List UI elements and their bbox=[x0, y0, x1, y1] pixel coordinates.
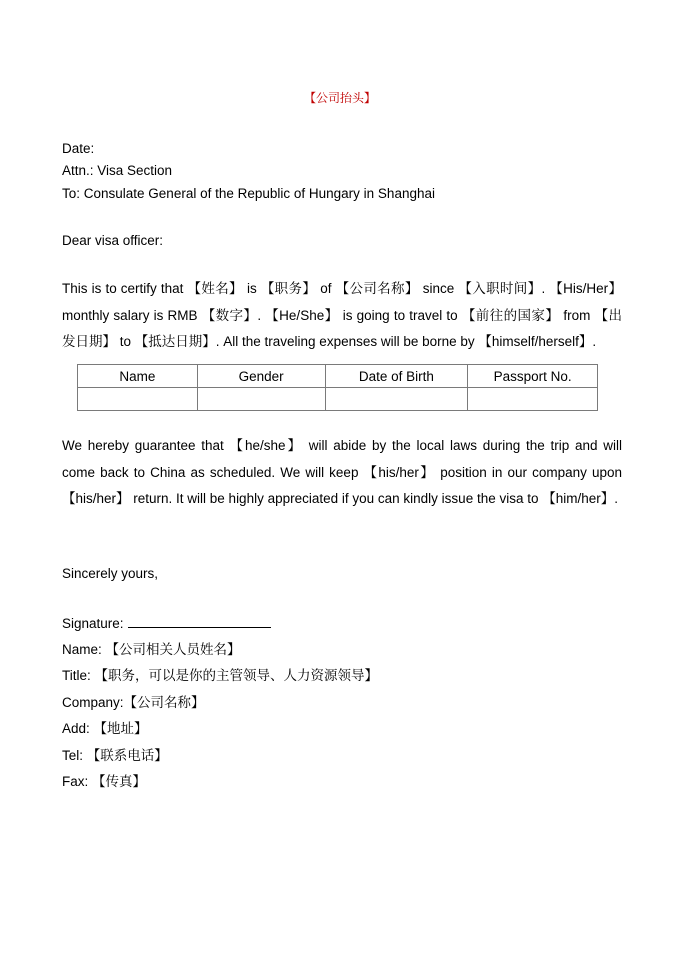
table-cell bbox=[325, 388, 468, 411]
guarantee-line-1: We hereby guarantee that 【he/she】 will abide by the local laws during the trip and will bbox=[62, 438, 622, 453]
to-line: To: Consulate General of the Republic of Hungary in Shanghai bbox=[62, 186, 435, 201]
table-cell bbox=[468, 388, 598, 411]
table-header-cell: Gender bbox=[197, 365, 325, 388]
signer-name: Name: 【公司相关人员姓名】 bbox=[62, 642, 241, 657]
table-header-row bbox=[78, 365, 598, 388]
signature-line bbox=[62, 613, 271, 631]
guarantee-line-3: 【his/her】 return. It will be highly appreciated if you can kindly issue the visa to 【him/her】. bbox=[62, 491, 618, 506]
signer-title: Title: 【职务，可以是你的主管领导、人力资源领导】 bbox=[62, 668, 379, 683]
attn-line: Attn.: Visa Section bbox=[62, 163, 173, 178]
guarantee-line-2: come back to China as scheduled. We will keep 【his/her】 position in our company upon bbox=[62, 464, 622, 480]
signature-blank bbox=[128, 613, 271, 628]
table-header-cell: Date of Birth bbox=[325, 365, 468, 388]
guarantee-paragraph bbox=[62, 433, 622, 513]
signer-tel: Tel: 【联系电话】 bbox=[62, 748, 168, 763]
table-header-cell: Name bbox=[78, 365, 198, 388]
signer-address: Add: 【地址】 bbox=[62, 721, 148, 736]
certify-line-2: monthly salary is RMB 【数字】. 【He/She】 is going to travel to 【前往的国家】 from 【出 bbox=[62, 307, 622, 323]
table-cell bbox=[197, 388, 325, 411]
table-header-cell: Passport No. bbox=[468, 365, 598, 388]
letterhead-placeholder: 【公司抬头】 bbox=[303, 91, 376, 105]
signer-company: Company:【公司名称】 bbox=[62, 695, 205, 710]
closing: Sincerely yours, bbox=[62, 566, 159, 581]
table-row bbox=[78, 388, 598, 411]
salutation: Dear visa officer: bbox=[62, 233, 164, 248]
certify-line-1: This is to certify that 【姓名】 is 【职务】 of 【公司名称】 since 【入职时间】. 【His/Her】 bbox=[62, 281, 622, 296]
table-cell bbox=[78, 388, 198, 411]
signer-fax: Fax: 【传真】 bbox=[62, 774, 147, 789]
certify-paragraph bbox=[62, 276, 622, 356]
signature-label: Signature: bbox=[62, 616, 124, 631]
certify-line-3: 发日期】 to 【抵达日期】. All the traveling expenses will be borne by 【himself/herself】. bbox=[62, 334, 597, 349]
traveler-info-table bbox=[77, 364, 598, 411]
date-line: Date: bbox=[62, 141, 95, 156]
